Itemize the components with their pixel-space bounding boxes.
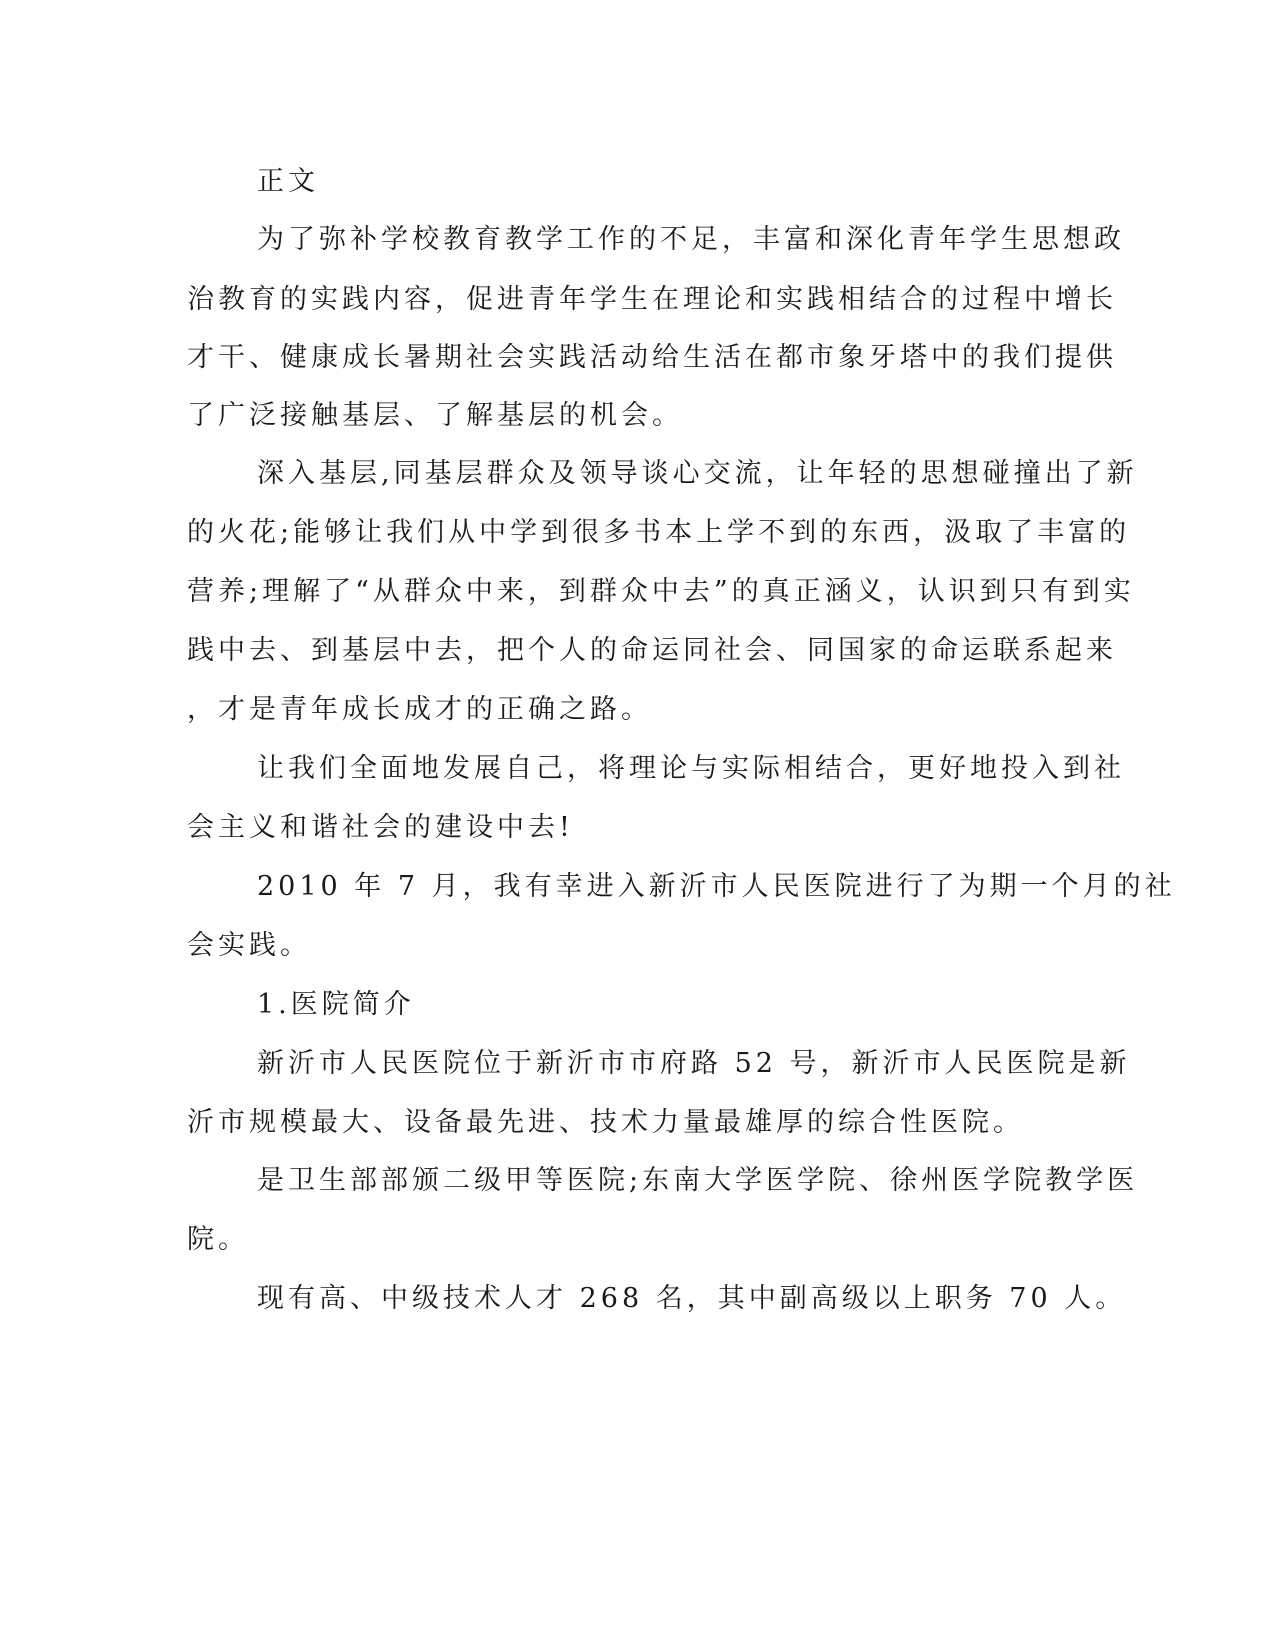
paragraph-2-line-1: 深入基层,同基层群众及领导谈心交流，让年轻的思想碰撞出了新 [257, 458, 1138, 489]
paragraph-4-line-1: 2010 年 7 月，我有幸进入新沂市人民医院进行了为期一个月的社 [257, 871, 1176, 902]
paragraph-1-line-2: 治教育的实践内容，促进青年学生在理论和实践相结合的过程中增长 [187, 284, 1117, 315]
document-heading: 正文 [257, 166, 319, 197]
paragraph-4-line-2: 会实践。 [187, 930, 311, 961]
paragraph-2-line-3: 营养;理解了“从群众中来，到群众中去”的真正涵义，认识到只有到实 [187, 576, 1135, 607]
paragraph-1-line-1: 为了弥补学校教育教学工作的不足，丰富和深化青年学生思想政 [257, 224, 1125, 255]
paragraph-7-line-2: 院。 [187, 1224, 249, 1255]
paragraph-6-line-1: 新沂市人民医院位于新沂市市府路 52 号，新沂市人民医院是新 [257, 1048, 1131, 1079]
paragraph-1-line-4: 了广泛接触基层、了解基层的机会。 [187, 400, 683, 431]
paragraph-2-line-4: 践中去、到基层中去，把个人的命运同社会、同国家的命运联系起来 [187, 635, 1117, 666]
paragraph-3-line-2: 会主义和谐社会的建设中去! [187, 812, 574, 843]
paragraph-2-line-5: ，才是青年成长成才的正确之路。 [187, 694, 652, 725]
paragraph-2-line-2: 的火花;能够让我们从中学到很多书本上学不到的东西，汲取了丰富的 [187, 517, 1131, 548]
paragraph-8-line-1: 现有高、中级技术人才 268 名，其中副高级以上职务 70 人。 [257, 1283, 1127, 1314]
section-heading-hospital-intro: 1.医院简介 [257, 989, 415, 1020]
paragraph-6-line-2: 沂市规模最大、设备最先进、技术力量最雄厚的综合性医院。 [187, 1107, 1024, 1138]
paragraph-7-line-1: 是卫生部部颁二级甲等医院;东南大学医学院、徐州医学院教学医 [257, 1165, 1139, 1196]
paragraph-3-line-1: 让我们全面地发展自己，将理论与实际相结合，更好地投入到社 [257, 753, 1125, 784]
paragraph-1-line-3: 才干、健康成长暑期社会实践活动给生活在都市象牙塔中的我们提供 [187, 342, 1117, 373]
